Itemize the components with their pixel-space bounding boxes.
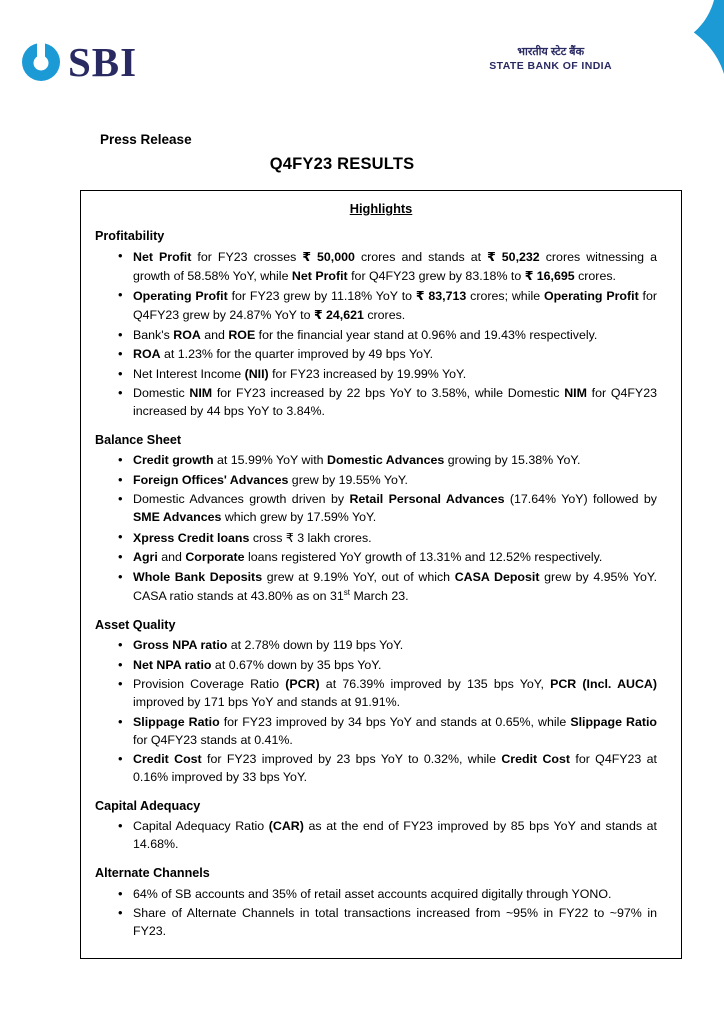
list-item: • Slippage Ratio for FY23 improved by 34 bps YoY and stands at 0.65%, while Slippage Ratio for Q4FY23 stands at 0.41%. xyxy=(133,714,667,750)
section-bullet-list xyxy=(95,452,667,606)
highlights-sections xyxy=(95,227,667,941)
highlights-heading: Highlights xyxy=(349,201,413,216)
list-item: • Domestic Advances growth driven by Retail Personal Advances (17.64% YoY) followed by SME Advances which grew by 17.59% YoY. xyxy=(133,491,667,527)
section-heading: Profitability xyxy=(95,228,165,243)
list-item: • 64% of SB accounts and 35% of retail asset accounts acquired digitally through YONO. xyxy=(133,886,667,904)
list-item: • ROA at 1.23% for the quarter improved by 49 bps YoY. xyxy=(133,346,667,364)
sbi-logo xyxy=(22,38,137,86)
section-bullet-list xyxy=(95,248,667,421)
list-item: • Credit Cost for FY23 improved by 23 bps YoY to 0.32%, while Credit Cost for Q4FY23 at 0.16% improved by 33 bps YoY. xyxy=(133,751,667,787)
sbi-keyhole-icon xyxy=(22,43,60,81)
press-release-label: Press Release xyxy=(100,132,192,147)
list-item: • Net Profit for FY23 crosses ₹ 50,000 crores and stands at ₹ 50,232 crores witnessing a growth of 58.58% YoY, while Net Profit for Q4FY23 grew by 83.18% to ₹ 16,695 crores. xyxy=(133,248,667,286)
section-heading: Alternate Channels xyxy=(95,866,210,881)
list-item: • Foreign Offices' Advances grew by 19.55% YoY. xyxy=(133,472,667,490)
section-heading: Balance Sheet xyxy=(95,433,182,448)
list-item: • Gross NPA ratio at 2.78% down by 119 bps YoY. xyxy=(133,637,667,655)
sbi-logo-text: SBI xyxy=(68,39,138,85)
list-item: • Operating Profit for FY23 grew by 11.18% YoY to ₹ 83,713 crores; while Operating Profit for Q4FY23 grew by 24.87% YoY to ₹ 24,621 crores. xyxy=(133,287,667,325)
section-bullet-list xyxy=(95,886,667,941)
list-item: • Agri and Corporate loans registered YoY growth of 13.31% and 12.52% respectively. xyxy=(133,549,667,567)
list-item: • Share of Alternate Channels in total transactions increased from ~95% in FY22 to ~97% in FY23. xyxy=(133,905,667,941)
document-header xyxy=(0,0,724,108)
list-item: • Capital Adequacy Ratio (CAR) as at the end of FY23 improved by 85 bps YoY and stands at 14.68%. xyxy=(133,818,667,854)
bank-name-hindi: भारतीय स्टेट बैंक xyxy=(517,46,585,58)
list-item: • Domestic NIM for FY23 increased by 22 bps YoY to 3.58%, while Domestic NIM for Q4FY23 increased by 44 bps YoY to 3.84%. xyxy=(133,385,667,421)
section-bullet-list xyxy=(95,637,667,787)
section-bullet-list xyxy=(95,818,667,854)
bank-name-english: STATE BANK OF INDIA xyxy=(489,59,612,72)
list-item: • Provision Coverage Ratio (PCR) at 76.39% improved by 135 bps YoY, PCR (Incl. AUCA) improved by 171 bps YoY and stands at 91.91%. xyxy=(133,676,667,712)
list-item: • Xpress Credit loans cross ₹ 3 lakh crores. xyxy=(133,529,667,548)
section-heading: Asset Quality xyxy=(95,617,176,632)
list-item: • Credit growth at 15.99% YoY with Domestic Advances growing by 15.38% YoY. xyxy=(133,452,667,470)
list-item: • Bank's ROA and ROE for the financial year stand at 0.96% and 19.43% respectively. xyxy=(133,327,667,345)
highlights-box xyxy=(80,190,682,959)
list-item: • Net Interest Income (NII) for FY23 increased by 19.99% YoY. xyxy=(133,366,667,384)
list-item: • Whole Bank Deposits grew at 9.19% YoY, out of which CASA Deposit grew by 4.95% YoY. CASA ratio stands at 43.80% as on 31st March 23. xyxy=(133,569,667,606)
section-heading: Capital Adequacy xyxy=(95,799,201,814)
bank-name-block xyxy=(489,46,612,73)
list-item: • Net NPA ratio at 0.67% down by 35 bps YoY. xyxy=(133,657,667,675)
page-title: Q4FY23 RESULTS xyxy=(269,155,415,173)
